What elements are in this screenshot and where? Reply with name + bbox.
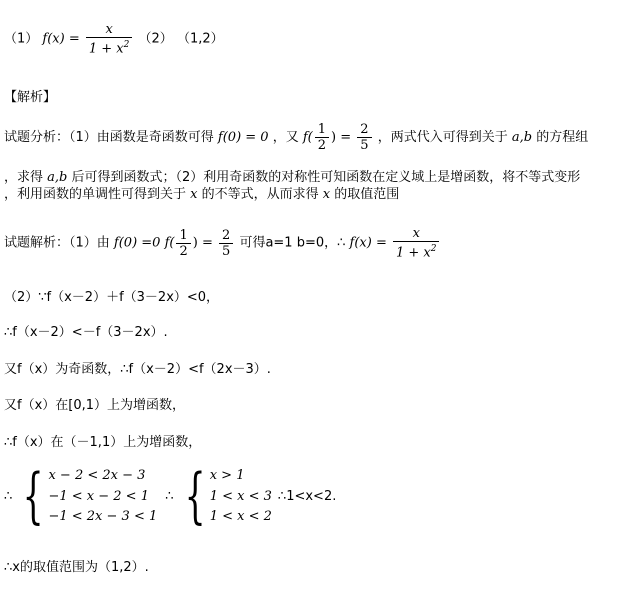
- final-answer-line: ∴x的取值范围为（1,2）.: [4, 560, 149, 575]
- solution-fx-den-base: 1 + x: [395, 245, 431, 261]
- analysis-l2-prefix: ，求得: [4, 170, 44, 185]
- left-brace-icon: {: [22, 461, 44, 531]
- solution-f0: f(0) =0: [113, 235, 161, 251]
- analysis-l1-end: 的方程组: [536, 130, 589, 145]
- solution-line-6: ∴f（x）在（－1,1）上为增函数，: [4, 435, 202, 450]
- solution-fx-den: [393, 241, 440, 260]
- analysis-l1-mid: ，又: [272, 130, 299, 145]
- analysis-ab: a,b: [511, 130, 533, 145]
- solution-line-4: 又f（x）为奇函数，∴f（x－2）<f（2x－3）.: [4, 362, 271, 377]
- solution-f: f(: [164, 235, 175, 251]
- solution-line-3: ∴f（x－2）<－f（3－2x）.: [4, 325, 168, 340]
- solution-half-num: 1: [179, 227, 188, 243]
- analysis-l1-prefix: 试题分析：（1）由函数是奇函数可得: [4, 130, 214, 145]
- solution-line-2: （2）∵f（x－2）＋f（3－2x）<0，: [4, 290, 220, 305]
- analysis-l3-x2: x: [322, 187, 331, 202]
- part2-label: （2）: [138, 31, 173, 47]
- system-2-row-2: 1 < x < 3: [209, 488, 272, 504]
- system-2: [176, 461, 272, 531]
- system-2-rows: [210, 466, 272, 526]
- solution-fx-num: x: [412, 226, 420, 241]
- solution-half-fraction: [176, 228, 190, 259]
- analysis-l2-rest: 后可得到函数式；（2）利用奇函数的对称性可知函数在定义域上是增函数，将不等式变形: [71, 170, 581, 185]
- system-1-row-2: −1 < x − 2 < 1: [48, 488, 149, 504]
- analysis-line-1: [4, 122, 588, 153]
- part1-label: （1）: [4, 31, 39, 47]
- analysis-heading: 【解析】: [4, 90, 57, 105]
- system-2-row-3: 1 < x < 2: [209, 509, 272, 524]
- answer-line: [4, 22, 224, 56]
- solution-fx: f(x) =: [349, 235, 387, 251]
- analysis-line-3: [4, 183, 399, 202]
- part2-value: （1,2）: [176, 31, 224, 47]
- fraction-denominator: [86, 37, 133, 56]
- system-conclusion: ∴1<x<2.: [277, 488, 337, 504]
- half-den: 2: [315, 137, 329, 153]
- analysis-l2-ab: a,b: [47, 170, 68, 185]
- left-brace-icon: {: [184, 461, 206, 531]
- value-fraction: [357, 122, 371, 153]
- system-2-row-1: x > 1: [209, 468, 245, 483]
- analysis-l3-x: x: [190, 187, 198, 202]
- therefore-1: ∴: [4, 488, 13, 504]
- therefore-2: ∴: [165, 488, 174, 504]
- analysis-f: f(: [302, 130, 313, 145]
- denominator-base: 1 + x: [88, 41, 124, 57]
- solution-fx-fraction: [393, 226, 440, 260]
- fx-label: f(x) =: [42, 31, 80, 47]
- inequality-systems: [4, 461, 337, 531]
- solution-value-num: 2: [222, 227, 231, 243]
- analysis-l3-prefix: ，利用函数的单调性可得到关于: [4, 187, 187, 202]
- solution-value-den: 5: [219, 243, 233, 259]
- analysis-l3-mid: 的不等式，从而求得: [201, 187, 319, 202]
- system-1-row-3: −1 < 2x − 3 < 1: [48, 509, 158, 524]
- solution-line-1: [4, 226, 441, 260]
- analysis-f0: f(0) = 0: [217, 130, 269, 145]
- denominator-exponent: 2: [123, 40, 130, 50]
- solution-fx-den-exp: 2: [430, 244, 437, 254]
- solution-l1-prefix: 试题解析：（1）由: [4, 235, 110, 251]
- answer-fraction: [86, 22, 133, 56]
- analysis-l3-end: 的取值范围: [334, 187, 400, 202]
- analysis-l1-suffix: ，两式代入可得到关于: [377, 130, 508, 145]
- solution-line-5: 又f（x）在[0,1）上为增函数，: [4, 398, 186, 413]
- value-num: 2: [360, 122, 369, 137]
- solution-eq: ) =: [192, 235, 213, 251]
- solution-half-den: 2: [176, 243, 190, 259]
- system-1-row-1: x − 2 < 2x − 3: [48, 468, 146, 483]
- solution-l1-mid: 可得a=1 b=0，∴: [239, 235, 346, 251]
- system-1: [14, 461, 158, 531]
- half-fraction: [315, 122, 329, 153]
- system-1-rows: [48, 466, 157, 526]
- fraction-numerator: x: [105, 22, 113, 37]
- value-den: 5: [357, 137, 371, 153]
- analysis-eq: ) =: [331, 130, 352, 145]
- solution-value-fraction: [219, 228, 233, 259]
- half-num: 1: [317, 122, 327, 137]
